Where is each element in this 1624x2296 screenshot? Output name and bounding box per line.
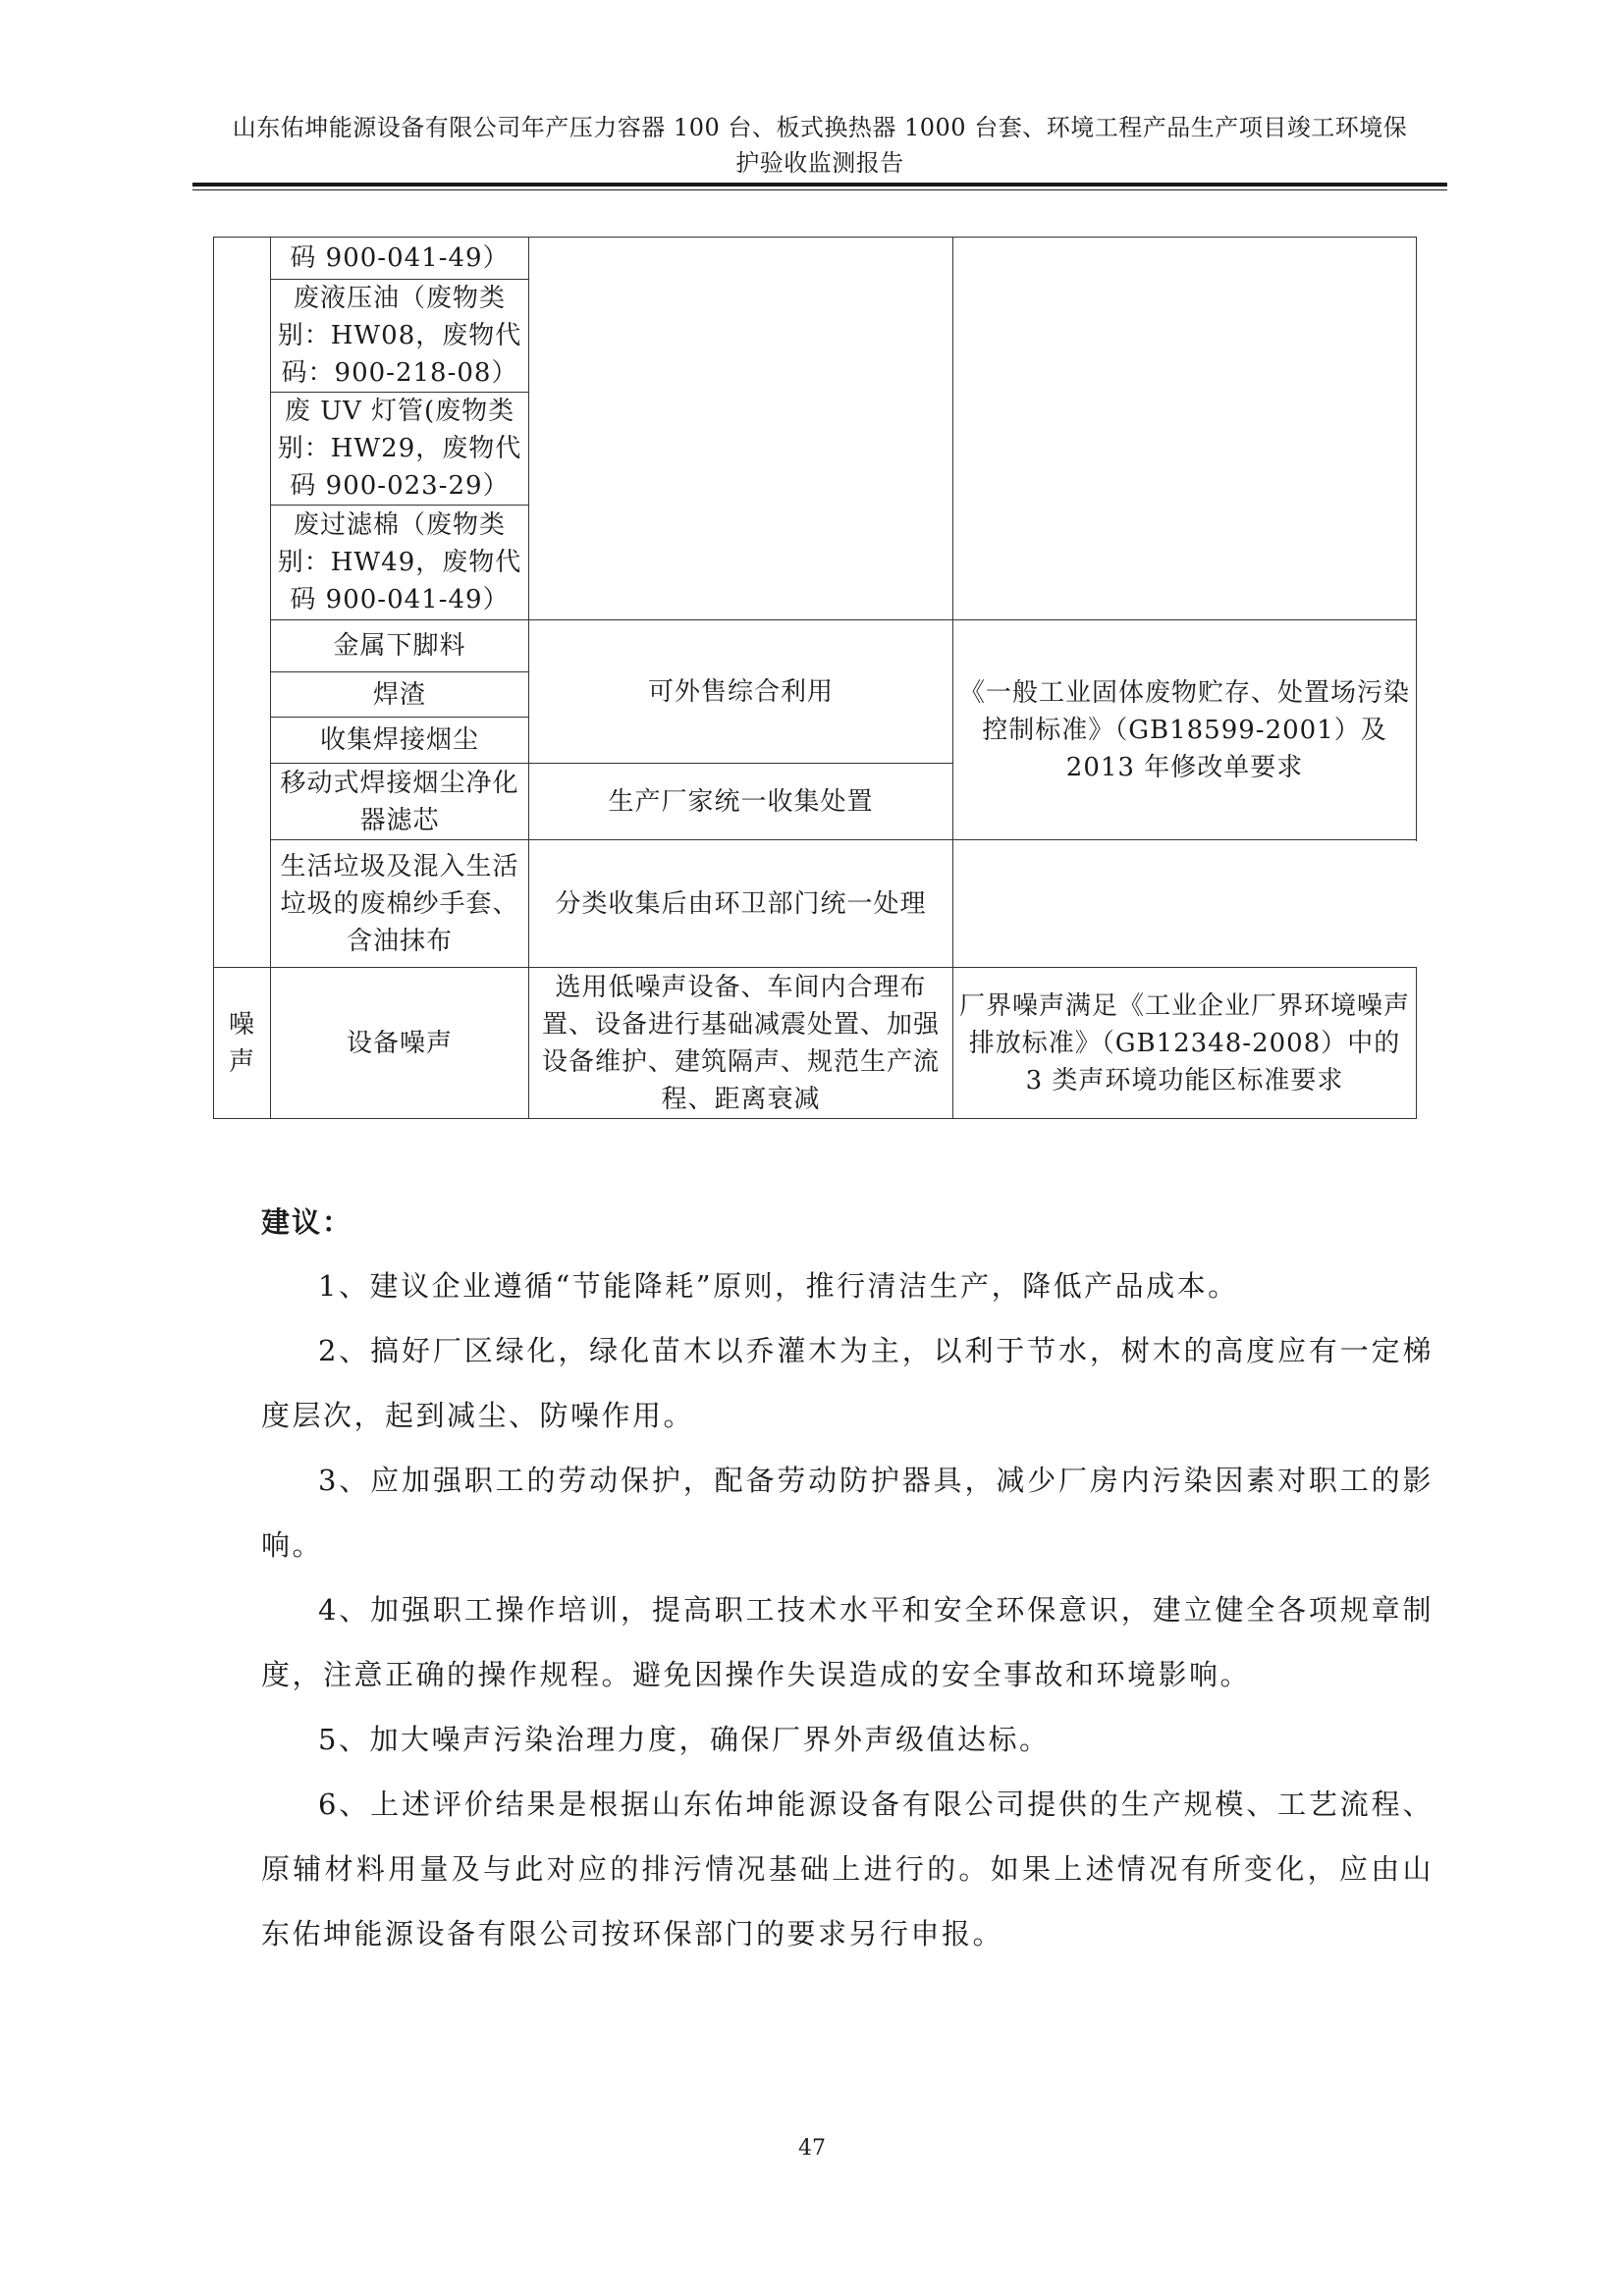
- header-rule-thin: [192, 189, 1447, 190]
- pollution-control-table: [213, 237, 1417, 1119]
- header-rule: [192, 183, 1447, 187]
- report-header: [196, 110, 1443, 181]
- garbage-item: 生活垃圾及混入生活垃圾的废棉纱手套、含油抹布: [271, 840, 529, 968]
- category-cell-solid-waste: [214, 238, 271, 968]
- hw-item: 废过滤棉（废物类别：HW49，废物代码 900-041-49）: [271, 506, 529, 620]
- hw-measure-cell: [529, 238, 953, 620]
- filter-measure: 生产厂家统一收集处置: [529, 764, 953, 840]
- garbage-measure: 分类收集后由环卫部门统一处理: [529, 840, 953, 968]
- hw-item: 废 UV 灯管(废物类别：HW29，废物代码 900-023-29）: [271, 393, 529, 506]
- hw-item: 废液压油（废物类别：HW08，废物代码：900-218-08）: [271, 280, 529, 393]
- noise-item: 设备噪声: [271, 968, 529, 1119]
- noise-category: 噪声: [214, 968, 271, 1119]
- noise-standard: 厂界噪声满足《工业企业厂界环境噪声排放标准》（GB12348-2008）中的 3 类声环境功能区标准要求: [953, 968, 1417, 1119]
- page-number: 47: [798, 2136, 826, 2161]
- suggestion-item: 1、建议企业遵循“节能降耗”原则，推行清洁生产，降低产品成本。: [318, 1269, 1239, 1303]
- general-standard: 《一般工业固体废物贮存、处置场污染控制标准》（GB18599-2001）及 2013 年修改单要求: [953, 620, 1417, 840]
- solid-item: 金属下脚料: [271, 620, 529, 672]
- suggestion-item: 3、应加强职工的劳动保护，配备劳动防护器具，减少厂房内污染因素对职工的影响。: [261, 1464, 1434, 1562]
- hw-item: 码 900-041-49）: [271, 238, 529, 280]
- solid-item: 焊渣: [271, 672, 529, 718]
- solid-measure: 可外售综合利用: [529, 620, 953, 764]
- suggestions-list: [261, 1254, 1434, 1966]
- suggestions-title: 建议：: [261, 1205, 353, 1239]
- filter-item: 移动式焊接烟尘净化器滤芯: [271, 764, 529, 840]
- hw-standard-cell: [953, 238, 1417, 620]
- suggestion-item: 5、加大噪声污染治理力度，确保厂界外声级值达标。: [318, 1723, 1051, 1756]
- suggestion-item: 6、上述评价结果是根据山东佑坤能源设备有限公司提供的生产规模、工艺流程、原辅材料用量及与此对应的排污情况基础上进行的。如果上述情况有所变化，应由山东佑坤能源设备有限公司按环保部门的要求另行申报。: [261, 1788, 1434, 1950]
- header-title-line2: 护验收监测报告: [735, 149, 904, 177]
- suggestion-item: 2、搞好厂区绿化，绿化苗木以乔灌木为主，以利于节水，树木的高度应有一定梯度层次，起到减尘、防噪作用。: [261, 1334, 1434, 1432]
- noise-measure: 选用低噪声设备、车间内合理布置、设备进行基础减震处置、加强设备维护、建筑隔声、规范生产流程、距离衰减: [529, 968, 953, 1119]
- header-title-line1: 山东佑坤能源设备有限公司年产压力容器 100 台、板式换热器 1000 台套、环境工程产品生产项目竣工环境保: [232, 114, 1408, 141]
- solid-item: 收集焊接烟尘: [271, 718, 529, 764]
- suggestion-item: 4、加强职工操作培训，提高职工技术水平和安全环保意识，建立健全各项规章制度，注意正确的操作规程。避免因操作失误造成的安全事故和环境影响。: [261, 1593, 1434, 1691]
